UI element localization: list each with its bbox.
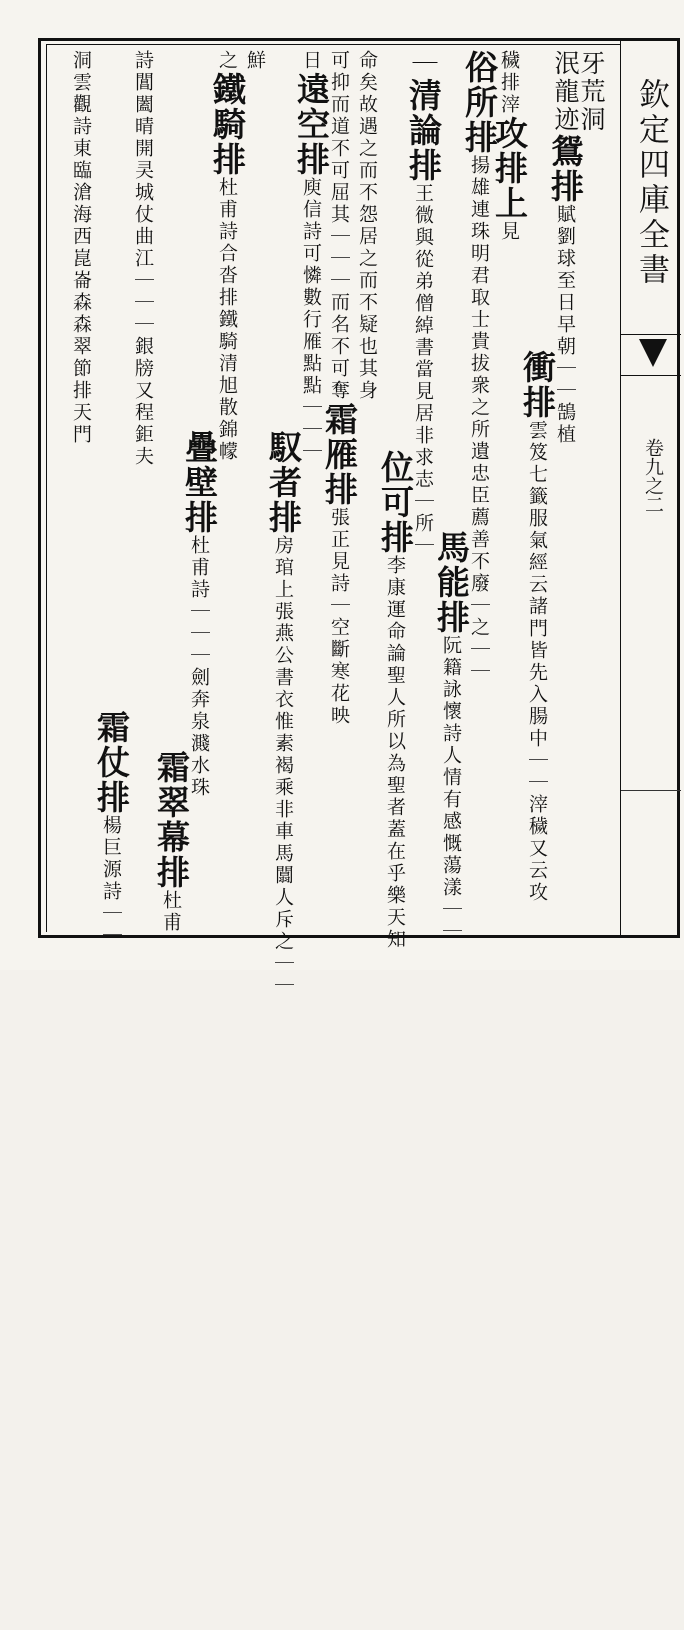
- text-column: 牙荒洞: [577, 50, 606, 134]
- text-column: 可抑而道不可屈其｜｜｜而名不可奪霜雁排張正見詩｜空斷寒花映: [320, 50, 359, 727]
- text-column: 之鐵騎排杜甫詩合沓排鐵騎清旭散錦幪: [208, 50, 247, 463]
- volume-label: 卷九之二: [642, 438, 664, 514]
- text-column: 衝排雲笈七籤服氣經云諸門皆先入腸中｜｜滓穢又云攻: [518, 350, 557, 904]
- text-column: 泯龍迹鴛排賦劉球至日早朝｜｜鵠植: [546, 50, 585, 446]
- text-column: 疊壁排杜甫詩｜｜｜劍奔泉濺水珠: [180, 430, 219, 799]
- text-columns: [50, 50, 616, 997]
- text-column: 位可排李康運命論聖人所以為聖者蓋在乎樂天知: [376, 450, 415, 951]
- text-column: ｜清論排王微與從弟僧綽書當見居非求志｜所｜: [404, 50, 443, 557]
- band-divider: [621, 790, 681, 791]
- book-title: 欽定四庫全書: [633, 78, 669, 288]
- text-column: 霜仗排楊巨源詩｜｜: [92, 710, 131, 947]
- text-column: 馬能排阮籍詠懷詩人情有感慨蕩漾｜｜: [432, 530, 471, 943]
- text-column: 日遠空排庾信詩可憐數行雁點點｜｜｜: [292, 50, 331, 463]
- text-column: 詩閶闔晴開㚑城仗曲江｜｜｜銀牓又程鉅夫: [132, 50, 154, 468]
- text-column: 俗所排揚雄連珠明君取士貴拔衆之所遺忠臣薦善不廢｜之｜｜: [460, 50, 499, 683]
- text-column: 洞雲觀詩東臨滄海西崑崙森森翠節排天門: [70, 50, 92, 446]
- fishtail-mark: [621, 334, 681, 376]
- text-column: 穢排滓攻排上見: [490, 50, 529, 243]
- text-column: 命矣故遇之而不怨居之而不疑也其身: [356, 50, 378, 402]
- text-column: 霜翠幕排杜甫: [152, 750, 191, 934]
- title-band: [620, 38, 681, 938]
- text-column: 鮮: [244, 50, 266, 72]
- text-column: 馭者排房琯上張燕公書衣惟素褐乘非車馬闒人斥之｜｜: [264, 430, 303, 997]
